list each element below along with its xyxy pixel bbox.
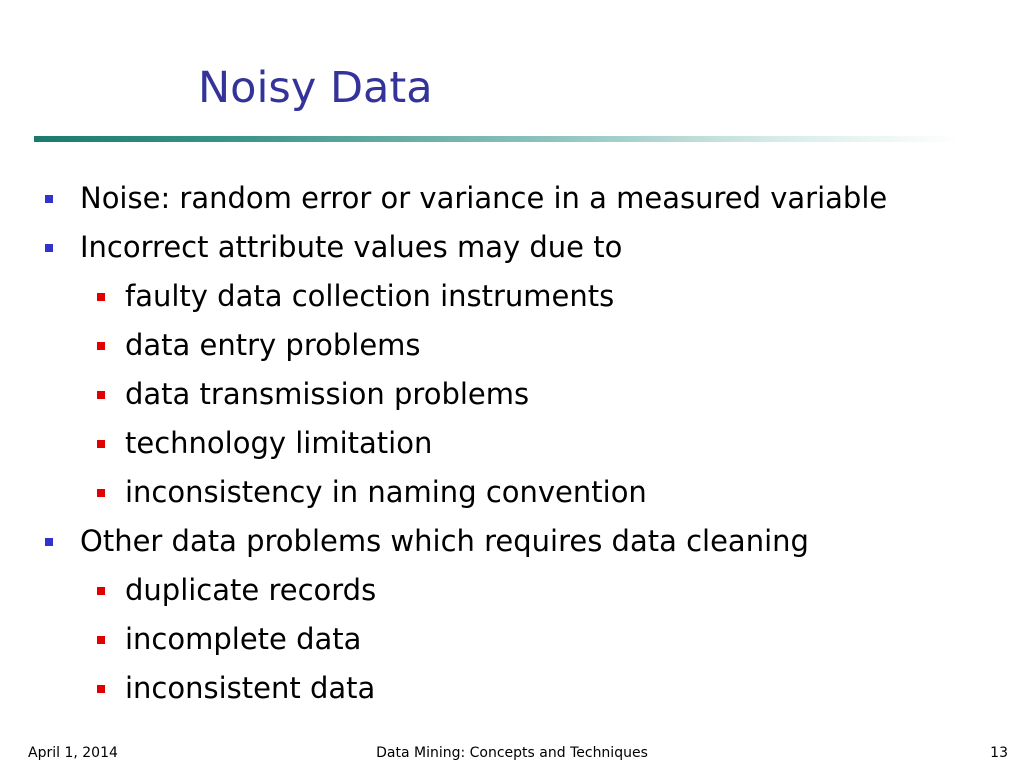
bullet-text: Noise: random error or variance in a measured variable <box>80 181 888 215</box>
sub-bullet-item <box>0 566 1024 615</box>
sub-bullet-text: faulty data collection instruments <box>125 279 615 313</box>
bullet-item <box>0 223 1024 272</box>
bullet-list <box>0 174 1024 713</box>
square-bullet-icon <box>97 293 105 301</box>
sub-bullet-item <box>0 272 1024 321</box>
square-bullet-icon <box>45 195 53 203</box>
sub-bullet-text: inconsistency in naming convention <box>125 475 647 509</box>
sub-bullet-item <box>0 419 1024 468</box>
sub-bullet-item <box>0 664 1024 713</box>
bullet-item <box>0 174 1024 223</box>
square-bullet-icon <box>97 587 105 595</box>
sub-bullet-item <box>0 321 1024 370</box>
sub-bullet-item <box>0 370 1024 419</box>
sub-bullet-text: technology limitation <box>125 426 433 460</box>
sub-bullet-text: incomplete data <box>125 622 362 656</box>
square-bullet-icon <box>97 489 105 497</box>
page-number: 13 <box>990 745 1008 761</box>
sub-bullet-text: data entry problems <box>125 328 421 362</box>
square-bullet-icon <box>45 244 53 252</box>
square-bullet-icon <box>97 342 105 350</box>
footer-date: April 1, 2014 <box>28 745 118 761</box>
sub-bullet-text: inconsistent data <box>125 671 376 705</box>
sub-bullet-text: data transmission problems <box>125 377 530 411</box>
sub-bullet-text: duplicate records <box>125 573 377 607</box>
slide-title: Noisy Data <box>198 63 433 113</box>
bullet-text: Other data problems which requires data cleaning <box>80 524 809 558</box>
sub-bullet-item <box>0 615 1024 664</box>
footer-title: Data Mining: Concepts and Techniques <box>376 745 648 761</box>
square-bullet-icon <box>97 440 105 448</box>
bullet-item <box>0 517 1024 566</box>
square-bullet-icon <box>97 391 105 399</box>
title-divider <box>34 136 960 142</box>
sub-bullet-item <box>0 468 1024 517</box>
square-bullet-icon <box>97 685 105 693</box>
square-bullet-icon <box>97 636 105 644</box>
bullet-text: Incorrect attribute values may due to <box>80 230 623 264</box>
square-bullet-icon <box>45 538 53 546</box>
